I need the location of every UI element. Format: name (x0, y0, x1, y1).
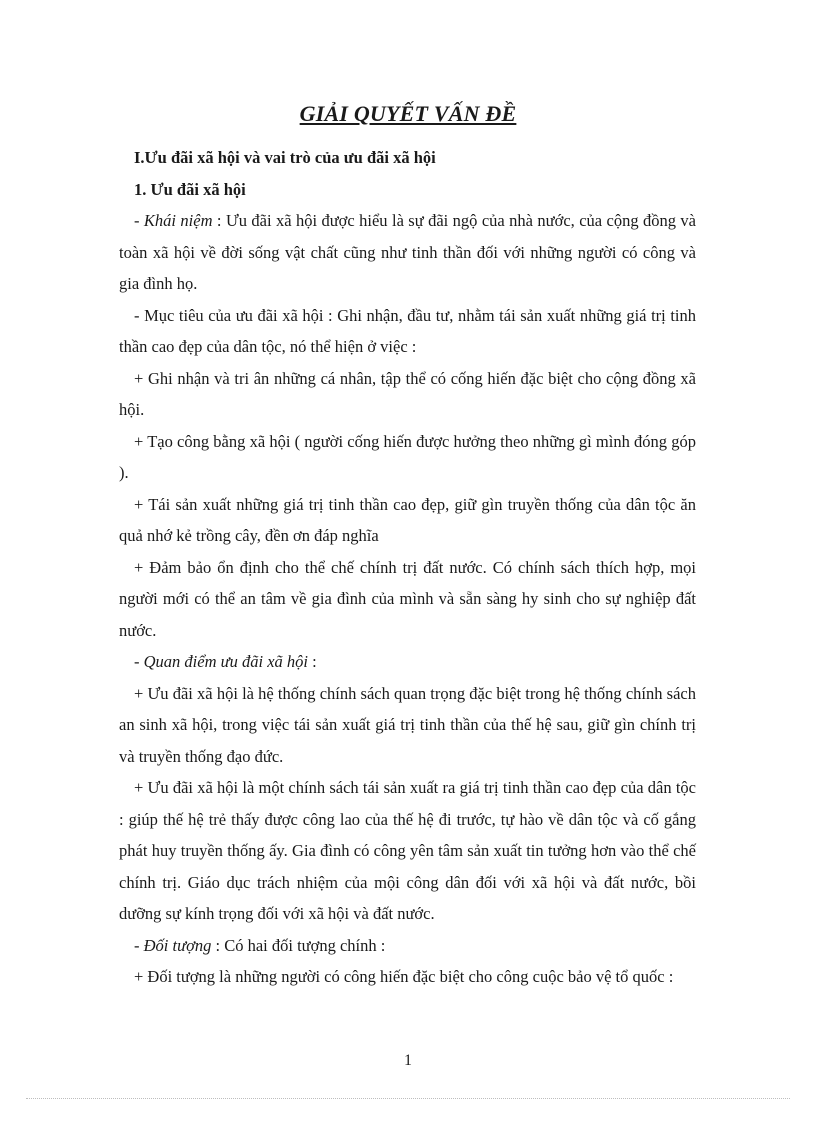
subsection-heading: 1. Ưu đãi xã hội (134, 179, 246, 199)
paragraph-viewpoint (119, 646, 696, 678)
term-viewpoint: Quan điểm ưu đãi xã hội (143, 652, 308, 671)
paragraph-bullet-7: + Đối tượng là những người có công hiến đặc biệt cho công cuộc bảo vệ tổ quốc : (134, 967, 674, 986)
term-concept: Khái niệm (143, 211, 213, 230)
paragraph-bullet-2: + Tạo công bằng xã hội ( người cống hiến được hưởng theo những gì mình đóng góp ). (119, 431, 696, 482)
paragraph-goal: - Mục tiêu của ưu đãi xã hội : Ghi nhận, đầu tư, nhằm tái sản xuất những giá trị tinh thần cao đẹp của dân tộc, nó thể hiện ở việc : (119, 305, 696, 356)
paragraph-subjects (119, 930, 696, 962)
paragraph-bullet-1: + Ghi nhận và tri ân những cá nhân, tập thể có cống hiến đặc biệt cho cộng đồng xã hội. (119, 368, 696, 419)
page-number: 1 (404, 1052, 412, 1069)
section-heading: I.Ưu đãi xã hội và vai trò của ưu đãi xã hội (134, 148, 436, 167)
page-bottom-divider (26, 1098, 790, 1099)
paragraph-bullet-6: + Ưu đãi xã hội là một chính sách tái sản xuất ra giá trị tinh thần cao đẹp của dân tộc : giúp thế hệ trẻ thấy được công lao của thế hệ đi trước, tự hào về dân tộc và cố gắng phát huy truyền thống ấy. Gia đình có công yên tâm sản xuất tin tưởng hơn vào thể chế chính trị. Giáo dục trách nhiệm của mội công dân đối với xã hội và đất nước, bồi dưỡng sự kính trọng đối với xã hội và đất nước. (119, 778, 696, 923)
document-title: GIẢI QUYẾT VẤN ĐỀ (299, 101, 517, 126)
paragraph-concept-text: : Ưu đãi xã hội được hiểu là sự đãi ngộ của nhà nước, của cộng đồng và toàn xã hội về đời sống vật chất cũng như tinh thần đối với những người có công và gia đình họ. (119, 211, 696, 293)
paragraph-bullet-5: + Ưu đãi xã hội là hệ thống chính sách quan trọng đặc biệt trong hệ thống chính sách an sinh xã hội, trong việc tái sản xuất giá trị tinh thần của thế hệ sau, giữ gìn chính trị và truyền thống đạo đức. (119, 683, 696, 766)
paragraph-viewpoint-text: : (307, 652, 317, 671)
paragraph-subjects-text: : Có hai đối tượng chính : (211, 935, 386, 955)
paragraph-dash: - (134, 211, 144, 230)
paragraph-dash: - (134, 652, 144, 671)
paragraph-dash: - (134, 935, 144, 955)
document-body (119, 142, 696, 993)
paragraph-concept (119, 205, 696, 300)
term-subjects: Đối tượng (143, 935, 212, 955)
paragraph-bullet-4: + Đảm bảo ổn định cho thể chế chính trị đất nước. Có chính sách thích hợp, mọi người mới có thể an tâm về gia đình của mình và sẵn sàng hy sinh cho sự nghiệp đất nước. (119, 557, 696, 640)
paragraph-bullet-3: + Tái sản xuất những giá trị tinh thần cao đẹp, giữ gìn truyền thống của dân tộc ăn quả nhớ kẻ trồng cây, đền ơn đáp nghĩa (119, 494, 696, 545)
